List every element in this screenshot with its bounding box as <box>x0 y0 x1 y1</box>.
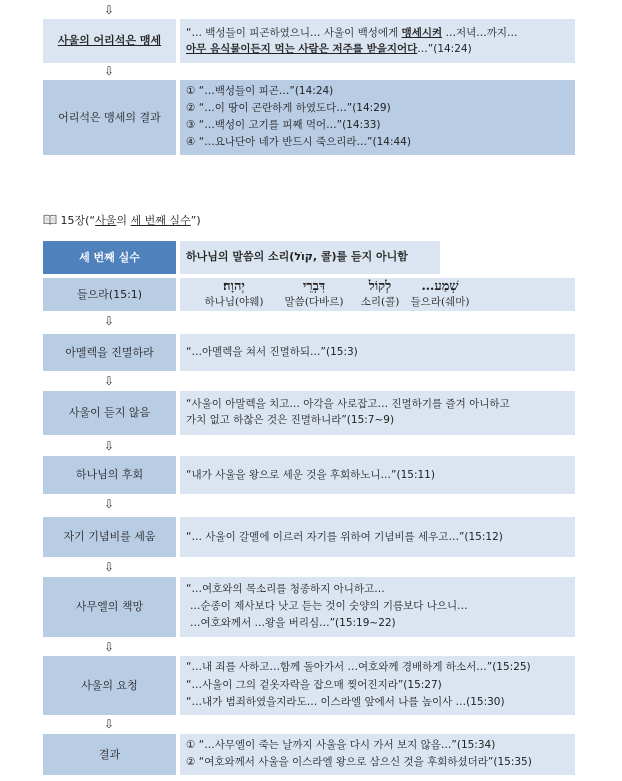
table-row-label <box>43 656 176 715</box>
hebrew-text: דִּבְרֵי <box>302 279 326 294</box>
foolish-oath-label: 사울의 어리석은 맹세 <box>57 34 162 47</box>
foolish-oath-label-cell <box>43 19 176 63</box>
flow-arrow: ⇩ <box>104 374 115 388</box>
oath-emphasis: 아무 음식물이든지 먹는 사람은 저주를 받을지어다 <box>186 43 418 55</box>
row-label: 아멜렉을 진멸하라 <box>65 345 154 359</box>
table-row-label <box>43 577 176 637</box>
row-line: “…아멜렉을 쳐서 진멸하되…”(15:3) <box>186 346 358 358</box>
oath-text: …”(14:24) <box>417 43 472 55</box>
row-label: 사울의 요청 <box>81 678 138 692</box>
table-row-label <box>43 456 176 494</box>
heading-text: 15장(“ <box>60 214 96 227</box>
row-line: “…내 죄를 사하고…함께 돌아가서 …여호와께 경배하게 하소서…”(15:25) <box>186 661 531 673</box>
heading-text: 의 <box>116 214 131 227</box>
row-label: 결과 <box>98 747 121 761</box>
hebrew-text: לְקוֹל <box>368 279 392 294</box>
table-header-left <box>43 241 176 274</box>
hebrew-word <box>274 279 354 309</box>
table-row-text <box>180 334 575 371</box>
header-left-label: 세 번째 실수 <box>79 250 140 264</box>
heading-emphasis: 사울 <box>95 214 117 227</box>
row-line: 가치 없고 하찮은 것은 진멸하니라”(15:7~9) <box>186 414 395 426</box>
hebrew-word <box>405 279 475 309</box>
table-row-text <box>180 391 575 435</box>
row-line: “… 사울이 갈멜에 이르러 자기를 위하여 기념비를 세우고…”(15:12) <box>186 531 503 543</box>
row-line: “사울이 아말렉을 치고… 아각을 사로잡고… 진멸하기를 즐겨 아니하고 <box>186 398 510 410</box>
list-item: ① “…백성들이 피곤…”(14:24) <box>186 85 334 97</box>
list-item: ② “…이 땅이 곤란하게 하였도다…”(14:29) <box>186 102 391 114</box>
korean-gloss: 말씀(다바르) <box>284 296 344 308</box>
table-row-text <box>180 656 575 715</box>
oath-line-1 <box>186 25 569 41</box>
hebrew-words-cell <box>180 278 575 311</box>
oath-emphasis: 맹세시켜 <box>401 27 443 39</box>
open-book-icon <box>43 214 57 225</box>
row-label: 사무엘의 책망 <box>75 600 144 613</box>
row-label: 하나님의 후회 <box>75 468 144 481</box>
oath-result-list <box>180 80 575 155</box>
flow-arrow: ⇩ <box>104 560 115 574</box>
table-row-label <box>43 391 176 435</box>
table-row-text <box>180 456 575 494</box>
listen-label-cell <box>43 278 176 311</box>
table-row-text <box>180 517 575 557</box>
oath-result-label-cell <box>43 80 176 155</box>
flow-arrow: ⇩ <box>104 640 115 654</box>
table-header-right <box>180 241 440 274</box>
oath-line-2 <box>186 41 569 57</box>
row-line: “…내가 범죄하였을지라도… 이스라엘 앞에서 나를 높이사 …(15:30) <box>186 696 505 708</box>
hebrew-text: יְהוָה׃ <box>223 279 245 294</box>
row-line: …여호와께서 …왕을 버리심…”(15:19~22) <box>190 617 396 629</box>
row-line: ① “…사무엘이 죽는 날까지 사울을 다시 가서 보지 않음…”(15:34) <box>186 739 496 751</box>
section-heading <box>43 212 201 228</box>
list-item: ③ “…백성이 고기를 피째 먹어…”(14:33) <box>186 119 381 131</box>
header-right-label: 하나님의 말씀의 소리(קוֹל, 콜)를 듣지 아니함 <box>186 250 408 263</box>
hebrew-text: שְׁמַע… <box>421 279 459 294</box>
row-line: ② “여호와께서 사울을 이스라엘 왕으로 삼으신 것을 후회하셨더라”(15:35) <box>186 756 532 768</box>
table-row-text <box>180 734 575 775</box>
flow-arrow: ⇩ <box>104 717 115 731</box>
oath-text: …저녁…까지… <box>442 27 518 39</box>
row-line: “…여호와의 목소리를 청종하지 아니하고… <box>186 583 385 595</box>
listen-label: 들으라(15:1) <box>76 287 143 301</box>
table-row-label <box>43 517 176 557</box>
flow-arrow: ⇩ <box>104 64 115 78</box>
row-label: 자기 기념비를 세움 <box>63 530 156 543</box>
hebrew-word <box>194 279 274 309</box>
hebrew-word <box>350 279 410 309</box>
korean-gloss: 소리(콜) <box>360 296 400 308</box>
table-row-label <box>43 334 176 371</box>
row-line: …순종이 제사보다 낫고 듣는 것이 숫양의 기름보다 나으니… <box>190 600 468 612</box>
korean-gloss: 하나님(야웨) <box>204 296 264 308</box>
flow-arrow: ⇩ <box>104 314 115 328</box>
oath-result-label: 어리석은 맹세의 결과 <box>58 110 161 124</box>
flow-arrow: ⇩ <box>104 3 115 17</box>
flow-arrow: ⇩ <box>104 439 115 453</box>
row-label: 사울이 듣지 않음 <box>68 406 151 419</box>
heading-text: ”) <box>190 214 201 227</box>
foolish-oath-text-cell <box>180 19 575 63</box>
row-line: “…사울이 그의 겉옷자락을 잡으매 찢어진지라”(15:27) <box>186 678 442 691</box>
table-row-text <box>180 577 575 637</box>
heading-emphasis: 세 번째 실수 <box>130 214 191 227</box>
row-line: “내가 사울을 왕으로 세운 것을 후회하노니…”(15:11) <box>186 469 435 481</box>
table-row-label <box>43 734 176 775</box>
list-item: ④ “…요나단아 네가 반드시 죽으리라…”(14:44) <box>186 136 411 148</box>
flow-arrow: ⇩ <box>104 497 115 511</box>
korean-gloss: 들으라(쉐마) <box>410 296 470 308</box>
oath-text: “… 백성들이 피곤하였으니… 사울이 백성에게 <box>186 27 402 39</box>
